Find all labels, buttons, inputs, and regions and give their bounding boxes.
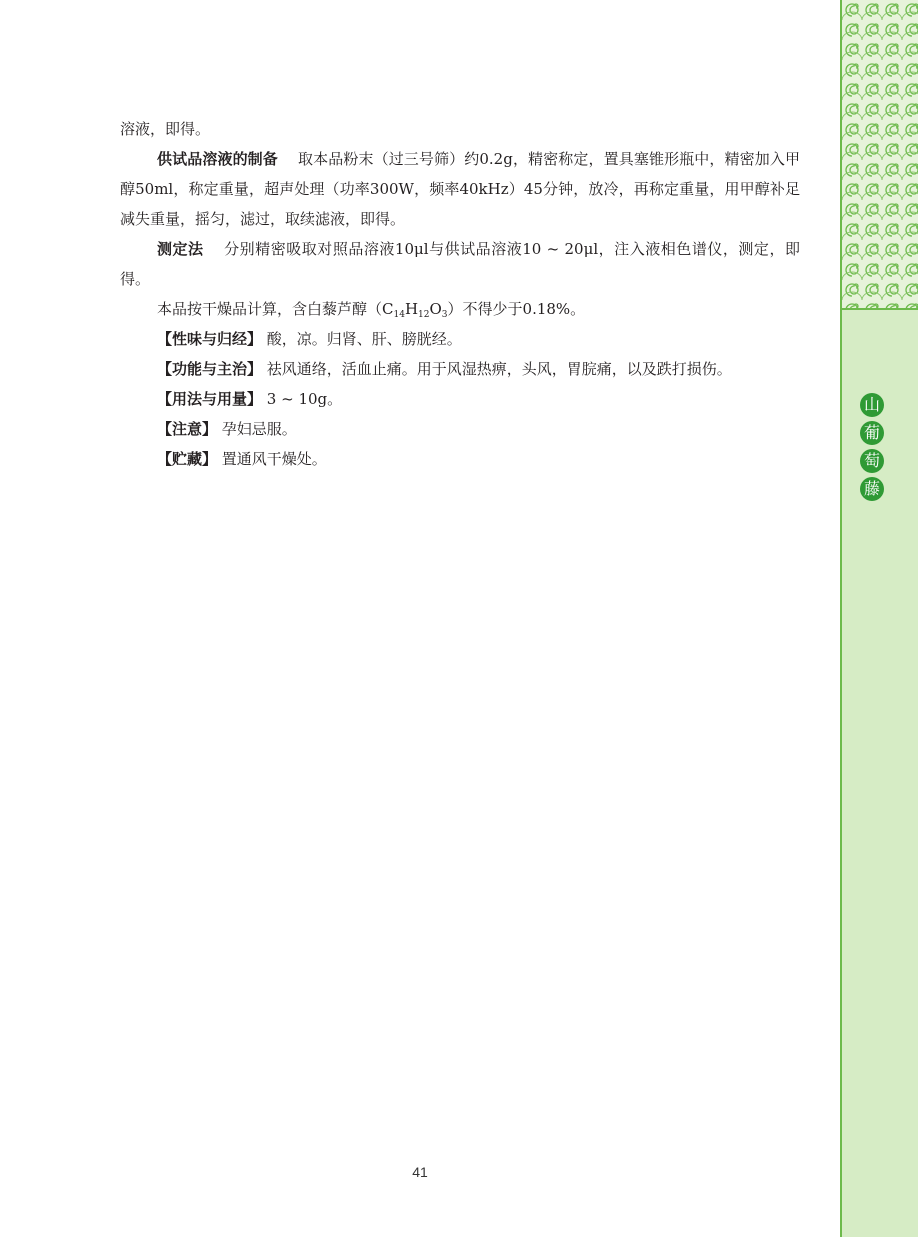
section-label: 【功能与主治】 — [157, 360, 263, 378]
vertical-title — [860, 393, 888, 505]
section-text: 3 ~ 10g。 — [266, 390, 343, 408]
section-label: 供试品溶液的制备 — [157, 150, 278, 168]
title-char: 藤 — [860, 477, 884, 501]
side-thumb-tab — [840, 0, 918, 1237]
monograph-text — [120, 114, 800, 474]
page-number: 41 — [412, 1164, 428, 1180]
section-label: 测定法 — [157, 240, 204, 258]
section-text: 分别精密吸取对照品溶液10μl与供试品溶液10 ~ 20μl，注入液相色谱仪，测定，即得。 — [120, 240, 800, 288]
cloud-pattern-decoration — [842, 0, 918, 310]
section-text: 取本品粉末（过三号筛）约0.2g，精密称定，置具塞锥形瓶中，精密加入甲醇50ml，称定重量，超声处理（功率300W，频率40kHz）45分钟，放冷，再称定重量，用甲醇补足减失重量，摇匀，滤过，取续滤液，即得。 — [120, 150, 800, 228]
section-label: 【注意】 — [157, 420, 218, 438]
section-text: 孕妇忌服。 — [221, 420, 297, 438]
title-char: 葡 — [860, 421, 884, 445]
title-char: 萄 — [860, 449, 884, 473]
paragraph-assay-method — [120, 234, 800, 294]
paragraph-content-limit: 本品按干燥品计算，含白藜芦醇$(C_{14}H_{12}O_3)$不得少于0.18%。 — [157, 300, 586, 320]
paragraph-sample-preparation — [120, 144, 800, 234]
section-label: 【用法与用量】 — [157, 390, 263, 408]
section-text: 酸，凉。归肾、肝、膀胱经。 — [266, 330, 462, 348]
section-label: 【性味与归经】 — [157, 330, 263, 348]
section-text: 祛风通络，活血止痛。用于风湿热痹，头风，胃脘痛，以及跌打损伤。 — [266, 360, 732, 378]
paragraph-caution — [120, 414, 800, 444]
section-label: 【贮藏】 — [157, 450, 218, 468]
title-char: 山 — [860, 393, 884, 417]
section-text: 置通风干燥处。 — [221, 450, 327, 468]
paragraph-continuation: 溶液，即得。 — [120, 120, 211, 138]
paragraph-functions — [120, 354, 800, 384]
paragraph-properties — [120, 324, 800, 354]
paragraph-dosage — [120, 384, 800, 414]
paragraph-storage — [120, 444, 800, 474]
